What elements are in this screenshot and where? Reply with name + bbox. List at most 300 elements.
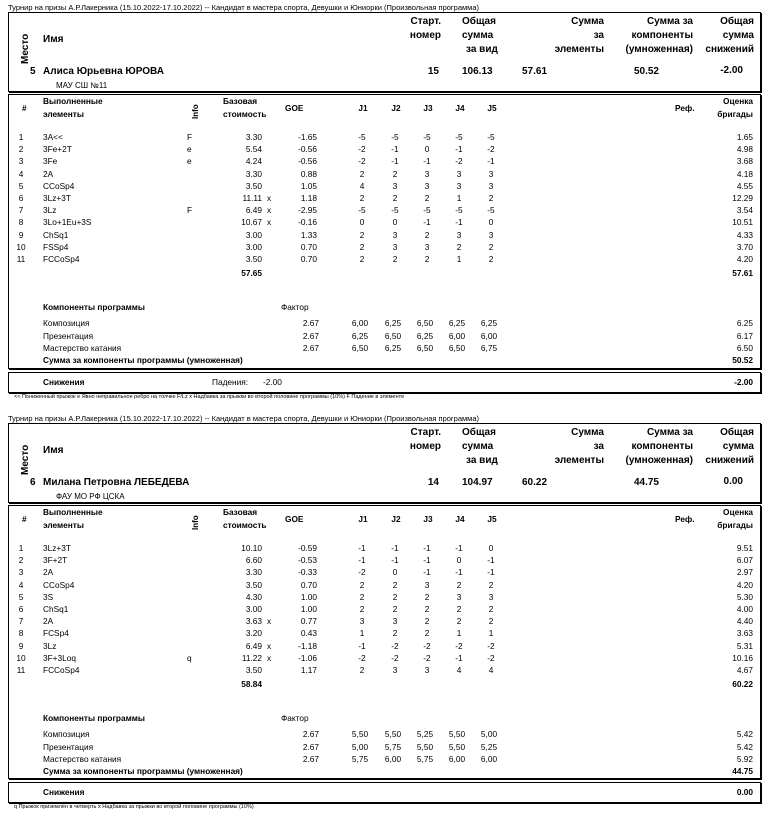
components-label: Компоненты программы bbox=[43, 302, 145, 312]
name-column-header: Имя bbox=[43, 34, 64, 45]
element-goe: 1.33 bbox=[300, 229, 317, 240]
judge-score: -2 bbox=[358, 567, 366, 578]
elements-total-row bbox=[9, 679, 760, 690]
element-name: 2A bbox=[43, 168, 54, 179]
header-text-line: снижений bbox=[705, 455, 754, 466]
element-base-value: 5.54 bbox=[245, 144, 262, 155]
component-judge-score: 5,50 bbox=[416, 741, 434, 752]
component-judge-score: 6,25 bbox=[384, 318, 402, 328]
judge-score: -1 bbox=[423, 543, 431, 553]
judge-score: -5 bbox=[487, 205, 495, 216]
skater-club: МАУ СШ №11 bbox=[56, 81, 108, 90]
elements-table-box bbox=[8, 94, 761, 369]
element-base-value: 10.67 bbox=[241, 217, 262, 228]
element-name: 3Fe+2T bbox=[43, 144, 72, 155]
element-goe: 1.17 bbox=[300, 665, 317, 675]
total-score: 106.13 bbox=[462, 66, 493, 77]
component-judge-score: 5,75 bbox=[384, 741, 402, 752]
element-goe: -0.16 bbox=[298, 217, 317, 228]
element-number: 8 bbox=[18, 217, 24, 228]
j1-header: J1 bbox=[358, 514, 368, 524]
components-total-row bbox=[9, 766, 760, 777]
judge-score: -1 bbox=[423, 567, 431, 578]
component-factor: 2.67 bbox=[302, 741, 319, 752]
header-text-line: за вид bbox=[466, 44, 498, 55]
place-column-header: Место bbox=[20, 444, 31, 476]
judge-score: 3 bbox=[424, 579, 430, 590]
j3-header: J3 bbox=[423, 103, 433, 113]
element-base-value: 6.60 bbox=[245, 555, 262, 566]
element-name: 3Lz bbox=[43, 640, 57, 651]
judge-score: 3 bbox=[488, 591, 494, 602]
header-text-line: Старт. bbox=[410, 16, 441, 27]
judge-score: -5 bbox=[455, 132, 463, 142]
competition-title: Турнир на призы А.Р.Лакерника (15.10.2022-17.10.2022) -- Кандидат в мастера спорта, Девушки и Юниорки (Произвольная программа) bbox=[8, 3, 479, 12]
header-text-line: за вид bbox=[466, 455, 498, 466]
judge-score: 3 bbox=[392, 180, 398, 191]
element-panel-score: 3.63 bbox=[736, 628, 753, 639]
judge-score: 4 bbox=[488, 665, 494, 675]
judge-score: -2 bbox=[487, 652, 495, 663]
header-text-line: Общая bbox=[462, 427, 496, 438]
j5-header: J5 bbox=[487, 514, 497, 524]
component-score: 5.42 bbox=[736, 741, 753, 752]
element-goe: 0.70 bbox=[300, 254, 317, 264]
element-row bbox=[9, 641, 760, 652]
base-value-header bbox=[223, 95, 267, 121]
elements-score: 60.22 bbox=[522, 477, 548, 488]
component-judge-score: 5,50 bbox=[351, 729, 369, 739]
component-judge-score: 6,00 bbox=[448, 330, 466, 341]
element-goe: -0.33 bbox=[298, 567, 317, 578]
element-number: 9 bbox=[18, 640, 24, 651]
component-judge-score: 5,25 bbox=[416, 729, 434, 739]
component-name: Композиция bbox=[43, 729, 90, 739]
element-row bbox=[9, 555, 760, 566]
judge-score: 2 bbox=[424, 193, 430, 203]
component-judge-score: 6,25 bbox=[351, 330, 369, 341]
judge-score: 0 bbox=[424, 144, 430, 155]
element-panel-score: 10.16 bbox=[732, 652, 753, 663]
header-text-line: снижений bbox=[705, 44, 754, 55]
elements-header bbox=[43, 506, 103, 532]
judge-score: 2 bbox=[424, 604, 430, 614]
element-number-header: # bbox=[22, 103, 27, 113]
header-text-line: Старт. bbox=[410, 427, 441, 438]
judge-score: 2 bbox=[488, 241, 494, 252]
judge-score: -1 bbox=[391, 144, 399, 155]
judge-score: -1 bbox=[358, 543, 366, 553]
components-score-header bbox=[601, 426, 693, 468]
judge-score: 2 bbox=[359, 241, 365, 252]
element-row bbox=[9, 653, 760, 664]
element-bonus-mark: x bbox=[267, 205, 272, 216]
element-name: ChSq1 bbox=[43, 604, 69, 614]
factor-label: Фактор bbox=[281, 302, 309, 312]
component-row bbox=[9, 331, 760, 342]
header-text-line: (умноженная) bbox=[625, 44, 693, 55]
element-row bbox=[9, 132, 760, 143]
component-judge-score: 5,00 bbox=[480, 729, 498, 739]
header-text-line: Выполненные bbox=[43, 507, 103, 517]
component-row bbox=[9, 343, 760, 354]
deduction-detail-value: -2.00 bbox=[263, 377, 282, 387]
element-row bbox=[9, 230, 760, 241]
judge-score: 3 bbox=[456, 591, 462, 602]
judge-score: 2 bbox=[424, 254, 430, 264]
element-base-value: 3.50 bbox=[245, 665, 262, 675]
element-row bbox=[9, 543, 760, 554]
base-value-header bbox=[223, 506, 267, 532]
judge-score: 3 bbox=[392, 241, 398, 252]
component-judge-score: 5,75 bbox=[351, 754, 369, 764]
element-base-value: 3.30 bbox=[245, 567, 262, 578]
element-number: 10 bbox=[16, 652, 26, 663]
header-text-line: Общая bbox=[462, 16, 496, 27]
elements-total: 60.22 bbox=[732, 679, 753, 690]
judge-score: -2 bbox=[423, 640, 431, 651]
judge-score: -2 bbox=[455, 156, 463, 167]
judge-score: 2 bbox=[359, 604, 365, 614]
element-number: 1 bbox=[18, 543, 24, 553]
element-panel-score: 4.98 bbox=[736, 144, 753, 155]
header-text-line: Базовая bbox=[223, 96, 258, 106]
skater-summary-box bbox=[8, 12, 761, 92]
judge-score: 1 bbox=[359, 628, 365, 639]
element-name: 3S bbox=[43, 591, 54, 602]
element-base-value: 3.50 bbox=[245, 180, 262, 191]
header-text-line: бригады bbox=[717, 520, 753, 530]
judge-score: -2 bbox=[487, 144, 495, 155]
deductions-score: -2.00 bbox=[720, 65, 743, 76]
j3-header: J3 bbox=[423, 514, 433, 524]
element-number: 8 bbox=[18, 628, 24, 639]
components-total-label: Сумма за компоненты программы (умноженная) bbox=[43, 766, 243, 776]
component-score: 5.42 bbox=[736, 729, 753, 739]
header-text-line: Оценка bbox=[723, 96, 753, 106]
components-score: 50.52 bbox=[633, 66, 659, 77]
header-text-line: стоимость bbox=[223, 109, 267, 119]
element-goe: 1.00 bbox=[300, 604, 317, 614]
component-factor: 2.67 bbox=[302, 318, 319, 328]
judge-score: 2 bbox=[424, 229, 430, 240]
element-number: 4 bbox=[18, 168, 24, 179]
component-judge-score: 5,75 bbox=[416, 754, 434, 764]
header-text-line: элементы bbox=[554, 44, 604, 55]
judge-score: 0 bbox=[392, 217, 398, 228]
judge-score: 3 bbox=[456, 180, 462, 191]
judge-score: 2 bbox=[392, 604, 398, 614]
element-row bbox=[9, 628, 760, 639]
element-name: 2A bbox=[43, 567, 54, 578]
judge-score: 2 bbox=[424, 591, 430, 602]
start-number-header bbox=[384, 15, 441, 43]
elements-header bbox=[43, 95, 103, 121]
header-text-line: Сумма bbox=[571, 427, 604, 438]
element-row bbox=[9, 217, 760, 228]
components-total-row bbox=[9, 355, 760, 366]
referee-header: Реф. bbox=[675, 514, 695, 524]
deduction-detail-label: Падения: bbox=[212, 377, 249, 387]
start-number-header bbox=[384, 426, 441, 454]
element-number: 7 bbox=[18, 205, 24, 216]
goe-header: GOE bbox=[285, 103, 304, 113]
header-text-line: (умноженная) bbox=[625, 455, 693, 466]
element-info: q bbox=[187, 652, 192, 663]
header-text-line: сумма bbox=[722, 30, 754, 41]
header-text-line: элементы bbox=[43, 520, 84, 530]
component-judge-score: 5,50 bbox=[448, 729, 466, 739]
judge-score: 2 bbox=[392, 628, 398, 639]
element-number: 2 bbox=[18, 144, 24, 155]
element-row bbox=[9, 592, 760, 603]
judge-score: -5 bbox=[358, 132, 366, 142]
judge-score: 2 bbox=[359, 168, 365, 179]
element-row bbox=[9, 181, 760, 192]
component-row bbox=[9, 729, 760, 740]
component-name: Композиция bbox=[43, 318, 90, 328]
element-row bbox=[9, 205, 760, 216]
element-panel-score: 4.20 bbox=[736, 254, 753, 264]
judge-score: 2 bbox=[424, 628, 430, 639]
element-panel-score: 9.51 bbox=[736, 543, 753, 553]
judge-score: 3 bbox=[488, 168, 494, 179]
component-score: 6.25 bbox=[736, 318, 753, 328]
element-goe: 1.00 bbox=[300, 591, 317, 602]
element-info: F bbox=[187, 205, 193, 216]
element-base-value: 3.20 bbox=[245, 628, 262, 639]
element-row bbox=[9, 144, 760, 155]
judge-score: 3 bbox=[359, 616, 365, 627]
header-text-line: Выполненные bbox=[43, 96, 103, 106]
element-info: e bbox=[187, 144, 192, 155]
element-number: 5 bbox=[18, 591, 24, 602]
judge-score: -1 bbox=[423, 217, 431, 228]
element-name: 3Lz bbox=[43, 205, 57, 216]
element-number: 7 bbox=[18, 616, 24, 627]
element-base-value: 11.22 bbox=[241, 652, 262, 663]
judge-score: -5 bbox=[455, 205, 463, 216]
judge-score: 3 bbox=[424, 241, 430, 252]
element-goe: 0.43 bbox=[300, 628, 317, 639]
element-panel-score: 12.29 bbox=[732, 193, 753, 203]
header-text-line: за bbox=[593, 30, 604, 41]
element-panel-score: 4.00 bbox=[736, 604, 753, 614]
judge-score: -2 bbox=[455, 640, 463, 651]
element-name: 3Lz+3T bbox=[43, 543, 71, 553]
element-info: e bbox=[187, 156, 192, 167]
element-goe: -1.65 bbox=[298, 132, 317, 142]
element-base-value: 11.11 bbox=[242, 193, 262, 203]
element-base-value: 3.50 bbox=[245, 579, 262, 590]
element-base-value: 3.30 bbox=[245, 168, 262, 179]
element-name: 3Fe bbox=[43, 156, 58, 167]
judge-score: -5 bbox=[391, 132, 399, 142]
header-text-line: Базовая bbox=[223, 507, 258, 517]
deductions-total: 0.00 bbox=[736, 787, 753, 797]
deductions-header bbox=[699, 426, 754, 468]
panel-score-header bbox=[699, 95, 753, 121]
element-name: 3F+2T bbox=[43, 555, 68, 566]
panel-score-header bbox=[699, 506, 753, 532]
element-name: ChSq1 bbox=[43, 229, 69, 240]
judge-score: 3 bbox=[392, 229, 398, 240]
judge-score: -2 bbox=[423, 652, 431, 663]
judge-score: 2 bbox=[488, 616, 494, 627]
component-judge-score: 6,00 bbox=[448, 754, 466, 764]
component-judge-score: 6,25 bbox=[480, 318, 498, 328]
skater-summary-box bbox=[8, 423, 761, 503]
j2-header: J2 bbox=[391, 514, 401, 524]
element-panel-score: 5.31 bbox=[736, 640, 753, 651]
deductions-label: Снижения bbox=[43, 377, 85, 387]
total-score: 104.97 bbox=[462, 477, 493, 488]
judge-score: 2 bbox=[488, 193, 494, 203]
element-bonus-mark: x bbox=[267, 616, 272, 627]
element-base-value: 3.00 bbox=[245, 604, 262, 614]
element-base-value: 3.63 bbox=[245, 616, 262, 627]
header-text-line: Общая bbox=[720, 16, 754, 27]
header-text-line: сумма bbox=[462, 441, 494, 452]
component-judge-score: 6,50 bbox=[416, 318, 434, 328]
element-row bbox=[9, 580, 760, 591]
header-text-line: номер bbox=[409, 441, 441, 452]
element-bonus-mark: x bbox=[267, 640, 272, 651]
header-text-line: стоимость bbox=[223, 520, 267, 530]
component-name: Презентация bbox=[43, 330, 94, 341]
element-name: 3F+3Loq bbox=[43, 652, 76, 663]
judge-score: 1 bbox=[456, 628, 462, 639]
element-panel-score: 4.55 bbox=[736, 180, 753, 191]
judge-score: 2 bbox=[424, 616, 430, 627]
component-factor: 2.67 bbox=[302, 330, 319, 341]
judge-score: 2 bbox=[359, 193, 365, 203]
judge-score: 2 bbox=[392, 168, 398, 179]
skater-name: Милана Петровна ЛЕБЕДЕВА bbox=[43, 477, 190, 488]
judge-score: -2 bbox=[358, 652, 366, 663]
element-base-value: 3.50 bbox=[245, 254, 262, 264]
judge-score: -2 bbox=[391, 640, 399, 651]
element-name: CCoSp4 bbox=[43, 579, 75, 590]
components-total-label: Сумма за компоненты программы (умноженная) bbox=[43, 355, 243, 365]
element-panel-score: 10.51 bbox=[732, 217, 753, 228]
element-name: FCCoSp4 bbox=[43, 665, 80, 675]
header-text-line: Оценка bbox=[723, 507, 753, 517]
skater-place: 5 bbox=[30, 66, 36, 77]
element-row bbox=[9, 604, 760, 615]
components-total: 50.52 bbox=[732, 355, 753, 365]
elements-score-header bbox=[519, 15, 604, 57]
component-judge-score: 6,50 bbox=[416, 343, 434, 353]
element-name: FCSp4 bbox=[43, 628, 69, 639]
judge-score: 3 bbox=[392, 616, 398, 627]
judge-score: 3 bbox=[488, 229, 494, 240]
total-score-header bbox=[462, 15, 522, 57]
judge-score: -1 bbox=[487, 567, 495, 578]
judge-score: 1 bbox=[456, 254, 462, 264]
place-column-header: Место bbox=[20, 33, 31, 65]
deductions-header bbox=[699, 15, 754, 57]
element-number: 11 bbox=[16, 665, 26, 675]
element-goe: 0.70 bbox=[300, 579, 317, 590]
component-judge-score: 6,50 bbox=[448, 343, 466, 353]
elements-total-row bbox=[9, 268, 760, 279]
info-header: Info bbox=[191, 104, 200, 119]
element-name: 3Lo+1Eu+3S bbox=[43, 217, 92, 228]
judge-score: 3 bbox=[456, 168, 462, 179]
judge-score: 2 bbox=[456, 241, 462, 252]
component-judge-score: 6,25 bbox=[384, 343, 402, 353]
components-score: 44.75 bbox=[633, 477, 659, 488]
judge-score: -1 bbox=[455, 543, 463, 553]
element-base-value: 3.00 bbox=[245, 229, 262, 240]
element-panel-score: 6.07 bbox=[736, 555, 753, 566]
judge-score: 3 bbox=[424, 168, 430, 179]
component-judge-score: 6,75 bbox=[480, 343, 498, 353]
element-row bbox=[9, 567, 760, 578]
component-score: 6.50 bbox=[736, 343, 753, 353]
judge-score: 3 bbox=[424, 665, 430, 675]
footnote-legend: q Прыжок приземлён в четверть x Надбавка за прыжки во второй половине программы (10%) bbox=[14, 804, 254, 810]
elements-total: 57.61 bbox=[732, 268, 753, 279]
component-score: 5.92 bbox=[736, 754, 753, 764]
element-goe: 1.05 bbox=[300, 180, 317, 191]
j4-header: J4 bbox=[455, 103, 465, 113]
component-judge-score: 6,00 bbox=[480, 754, 498, 764]
judge-score: -1 bbox=[455, 652, 463, 663]
judge-score: -1 bbox=[358, 640, 366, 651]
judge-score: 2 bbox=[392, 254, 398, 264]
element-panel-score: 4.67 bbox=[736, 665, 753, 675]
header-text-line: за bbox=[593, 441, 604, 452]
element-goe: -0.53 bbox=[298, 555, 317, 566]
element-row bbox=[9, 665, 760, 676]
components-total: 44.75 bbox=[732, 766, 753, 776]
judge-score: -1 bbox=[391, 555, 399, 566]
element-bonus-mark: x bbox=[267, 217, 272, 228]
judge-score: -1 bbox=[423, 555, 431, 566]
element-goe: 0.70 bbox=[300, 241, 317, 252]
element-base-value: 3.00 bbox=[245, 241, 262, 252]
judge-score: -1 bbox=[455, 567, 463, 578]
component-judge-score: 6,00 bbox=[351, 318, 369, 328]
element-base-value: 6.49 bbox=[245, 640, 262, 651]
judge-score: 2 bbox=[359, 579, 365, 590]
judge-score: -1 bbox=[358, 555, 366, 566]
judge-score: -5 bbox=[487, 132, 495, 142]
header-text-line: компоненты bbox=[631, 30, 693, 41]
header-text-line: элементы bbox=[43, 109, 84, 119]
judge-score: -1 bbox=[487, 156, 495, 167]
element-panel-score: 3.54 bbox=[736, 205, 753, 216]
component-name: Презентация bbox=[43, 741, 94, 752]
judge-score: 1 bbox=[456, 193, 462, 203]
element-name: 2A bbox=[43, 616, 54, 627]
element-panel-score: 3.70 bbox=[736, 241, 753, 252]
element-panel-score: 3.68 bbox=[736, 156, 753, 167]
element-name: 3A<< bbox=[43, 132, 63, 142]
element-name: FSSp4 bbox=[43, 241, 69, 252]
header-text-line: элементы bbox=[554, 455, 604, 466]
start-number: 15 bbox=[427, 66, 439, 77]
skater-name: Алиса Юрьевна ЮРОВА bbox=[43, 66, 164, 77]
judge-score: 3 bbox=[392, 665, 398, 675]
j5-header: J5 bbox=[487, 103, 497, 113]
elements-table-box bbox=[8, 505, 761, 779]
element-panel-score: 4.40 bbox=[736, 616, 753, 627]
start-number: 14 bbox=[427, 477, 439, 488]
judge-score: 2 bbox=[488, 604, 494, 614]
